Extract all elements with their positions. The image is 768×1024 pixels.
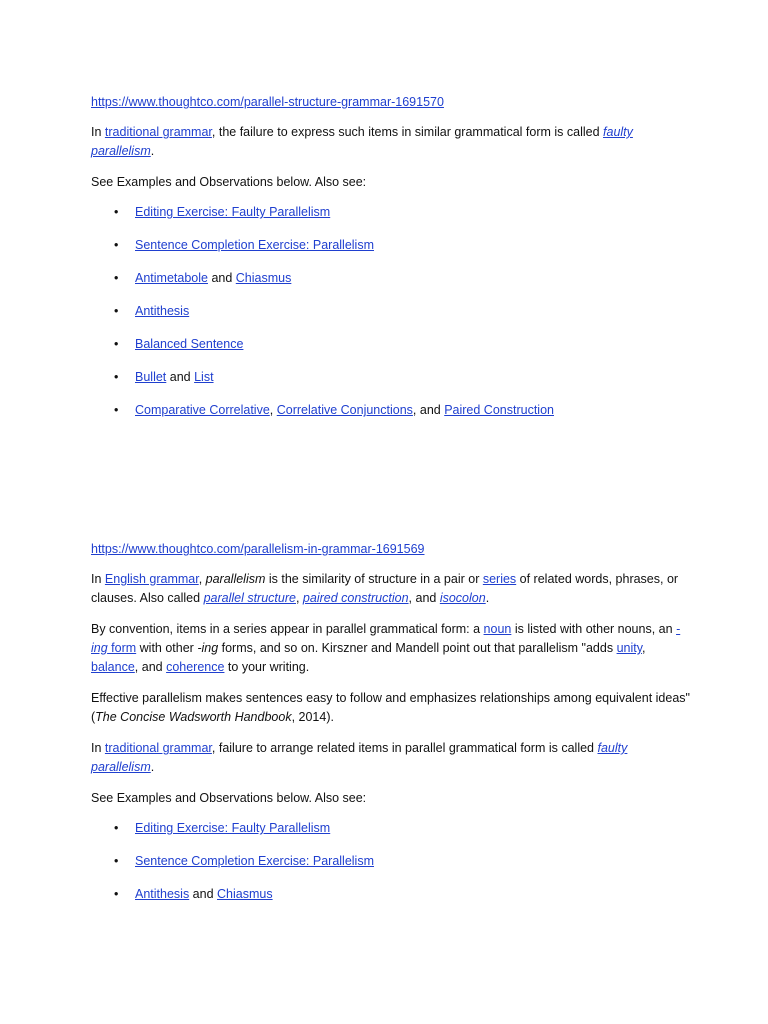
link-antithesis[interactable]: Antithesis <box>135 887 190 901</box>
link-paired-construction[interactable] <box>303 591 409 605</box>
bullet: • <box>114 854 119 868</box>
link-paired-construction[interactable]: Paired Construction <box>444 403 554 417</box>
link-chiasmus[interactable]: Chiasmus <box>235 271 292 285</box>
link-unity[interactable]: unity <box>616 641 643 655</box>
link-series[interactable]: series <box>482 572 517 586</box>
text: , the failure to express such items in similar grammatical form is called <box>211 125 604 139</box>
see-also-list <box>91 204 691 419</box>
link-isocolon[interactable] <box>440 591 486 605</box>
text: , <box>269 403 277 417</box>
bullet: • <box>114 370 119 384</box>
link-list[interactable]: List <box>194 370 214 384</box>
text: In <box>91 741 105 755</box>
link-balanced-sentence[interactable]: Balanced Sentence <box>135 337 244 351</box>
source-url-link[interactable]: https://www.thoughtco.com/parallelism-in-grammar-1691569 <box>91 542 425 556</box>
source-url <box>91 94 691 110</box>
link-antithesis[interactable]: Antithesis <box>135 304 190 318</box>
text: , <box>295 591 303 605</box>
bullet: • <box>114 337 119 351</box>
link-comparative-correlative[interactable]: Comparative Correlative <box>135 403 270 417</box>
bullet: • <box>114 271 119 285</box>
paragraph-definition <box>91 570 691 608</box>
text: . <box>150 144 155 158</box>
link-text: -ing <box>91 622 681 655</box>
list-item <box>91 336 691 353</box>
text: In <box>91 125 105 139</box>
text: , <box>198 572 206 586</box>
paragraph-definition <box>91 123 691 161</box>
text: is the similarity of structure in a pair or <box>265 572 483 586</box>
text: and <box>189 887 218 901</box>
bullet: • <box>114 403 119 417</box>
link-bullet[interactable]: Bullet <box>135 370 167 384</box>
text: By convention, items in a series appear in parallel grammatical form: a <box>91 622 484 636</box>
link-balance[interactable]: balance <box>91 660 135 674</box>
link-editing-exercise[interactable]: Editing Exercise: Faulty Parallelism <box>135 821 331 835</box>
book-title: The Concise Wadsworth Handbook <box>95 710 292 724</box>
text: , <box>642 641 646 655</box>
text: , failure to arrange related items in parallel grammatical form is called <box>211 741 598 755</box>
text: is listed with other nouns, an <box>511 622 677 636</box>
link-sentence-completion-exercise[interactable]: Sentence Completion Exercise: Parallelism <box>135 854 374 868</box>
paragraph-see-also: See Examples and Observations below. Also see: <box>91 175 367 189</box>
link-traditional-grammar[interactable]: traditional grammar <box>104 741 212 755</box>
link-english-grammar[interactable]: English grammar <box>104 572 199 586</box>
text: of related words, phrases, or clauses. Also called <box>91 572 679 605</box>
bullet: • <box>114 887 119 901</box>
link-sentence-completion-exercise[interactable]: Sentence Completion Exercise: Parallelism <box>135 238 374 252</box>
section-parallel-structure <box>91 94 691 435</box>
paragraph-faulty <box>91 739 691 777</box>
list-item <box>91 886 691 903</box>
text: to your writing. <box>224 660 310 674</box>
link-antimetabole[interactable]: Antimetabole <box>135 271 208 285</box>
text: , and <box>412 403 445 417</box>
link-text: form <box>107 641 137 655</box>
text: . <box>150 760 155 774</box>
paragraph-effective <box>91 689 691 727</box>
list-item <box>91 204 691 221</box>
link-text: faulty parallelism <box>91 741 628 774</box>
text: , and <box>134 660 167 674</box>
list-item <box>91 853 691 870</box>
link-text: isocolon <box>439 591 486 605</box>
paragraph-convention <box>91 620 691 677</box>
source-url <box>91 541 691 557</box>
text: forms, and so on. Kirszner and Mandell point out that parallelism "adds <box>218 641 617 655</box>
link-noun[interactable]: noun <box>483 622 512 636</box>
text: Effective parallelism makes sentences easy to follow and emphasizes relationships among equivalent ideas" ( <box>91 691 690 724</box>
italic-term: -ing <box>197 641 219 655</box>
link-text: faulty parallelism <box>91 125 633 158</box>
link-text: paired construction <box>302 591 409 605</box>
paragraph-see-also: See Examples and Observations below. Also see: <box>91 791 367 805</box>
text: In <box>91 572 105 586</box>
text: , and <box>408 591 440 605</box>
bullet: • <box>114 238 119 252</box>
list-item <box>91 402 691 419</box>
list-item <box>91 270 691 287</box>
source-url-link[interactable]: https://www.thoughtco.com/parallel-structure-grammar-1691570 <box>91 95 444 109</box>
link-editing-exercise[interactable]: Editing Exercise: Faulty Parallelism <box>135 205 331 219</box>
list-item <box>91 303 691 320</box>
link-chiasmus[interactable]: Chiasmus <box>217 887 273 901</box>
see-also-list <box>91 820 691 903</box>
section-parallelism <box>91 541 691 919</box>
link-coherence[interactable]: coherence <box>166 660 225 674</box>
bullet: • <box>114 205 119 219</box>
text: with other <box>136 641 198 655</box>
link-parallel-structure[interactable] <box>204 591 296 605</box>
bullet: • <box>114 304 119 318</box>
link-text: parallel structure <box>203 591 296 605</box>
text: . <box>485 591 490 605</box>
list-item <box>91 237 691 254</box>
link-correlative-conjunctions[interactable]: Correlative Conjunctions <box>276 403 413 417</box>
list-item <box>91 820 691 837</box>
italic-term: parallelism <box>205 572 266 586</box>
link-traditional-grammar[interactable]: traditional grammar <box>104 125 212 139</box>
bullet: • <box>114 821 119 835</box>
text: and <box>207 271 236 285</box>
text: , 2014). <box>291 710 334 724</box>
list-item <box>91 369 691 386</box>
text: and <box>166 370 195 384</box>
